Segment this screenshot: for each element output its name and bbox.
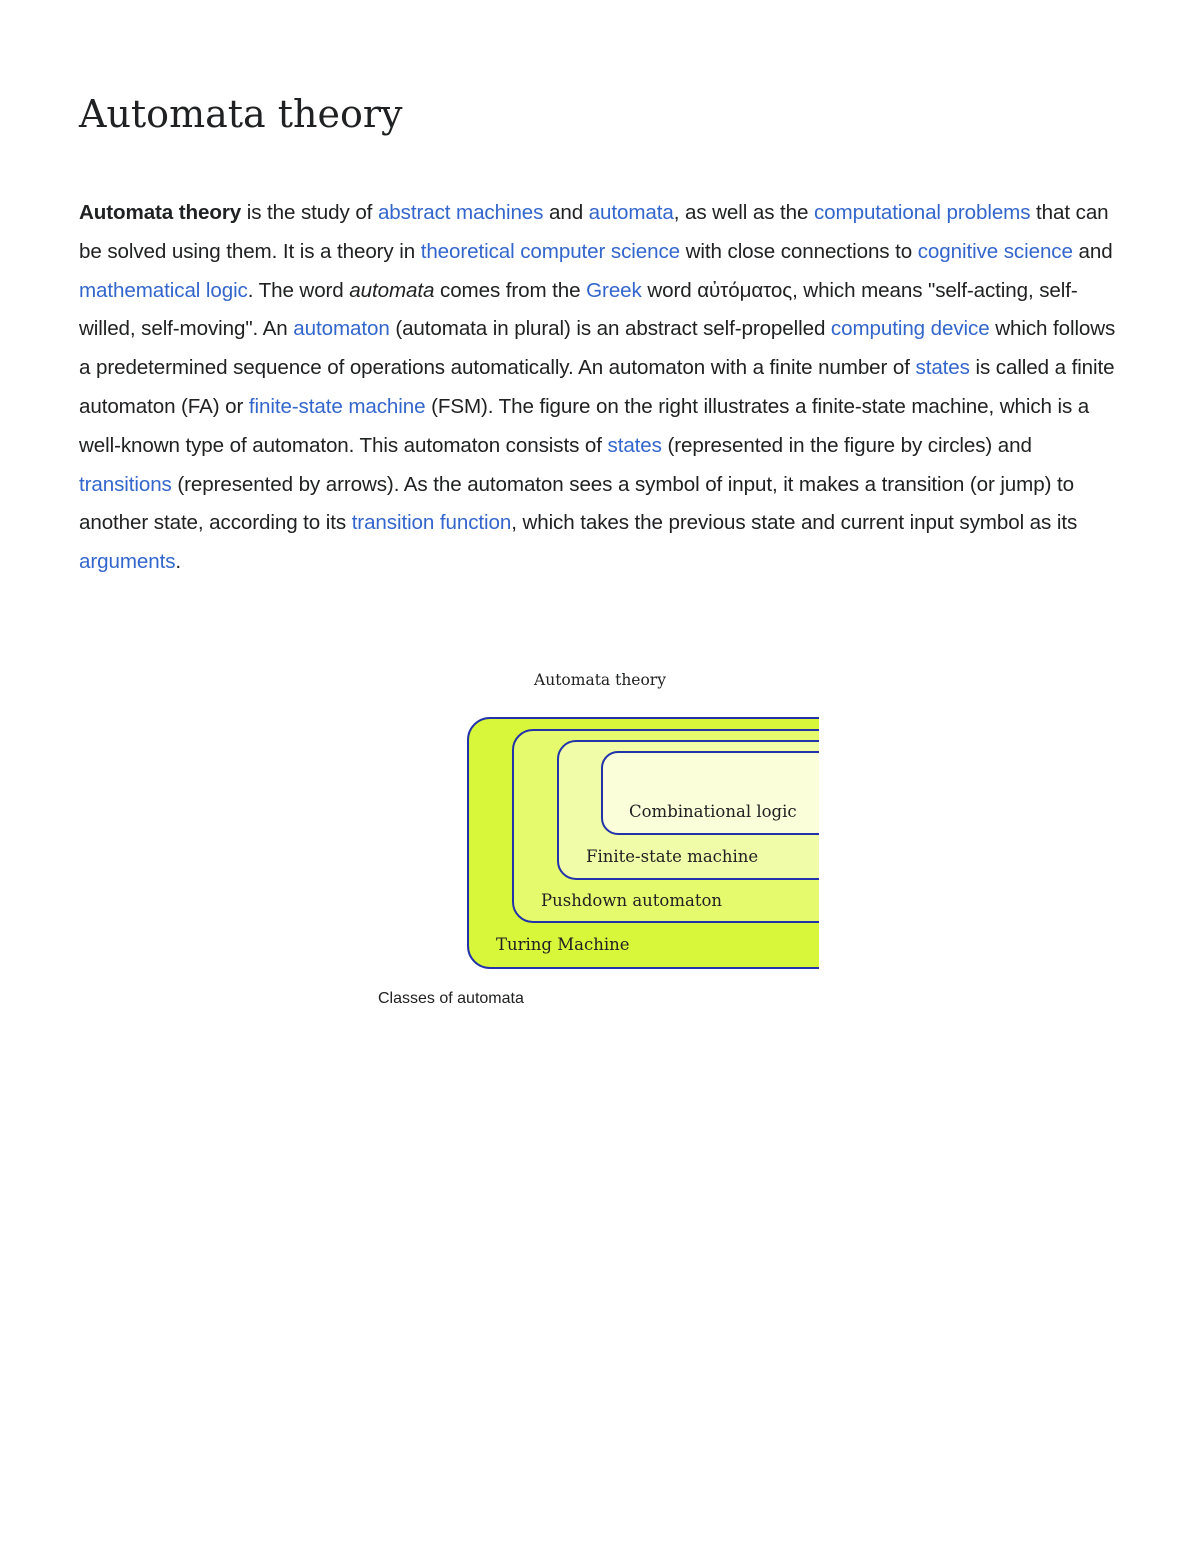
page-title: Automata theory	[79, 92, 403, 136]
turing-machine-label: Turing Machine	[496, 935, 630, 954]
figure-caption: Classes of automata	[378, 990, 524, 1007]
paragraph-text: .	[175, 550, 182, 574]
paragraph-text: with close connections to	[680, 239, 918, 263]
paragraph-text: is called a finite automaton (FA) or	[79, 356, 1115, 418]
italic-term: automata	[349, 278, 435, 302]
link-mathematical-logic[interactable]: mathematical logic	[79, 278, 248, 302]
automata-figure	[379, 660, 819, 1020]
link-transition-function[interactable]: transition function	[351, 511, 512, 535]
paragraph-text: and	[1072, 239, 1113, 263]
paragraph-text: comes from the	[434, 278, 587, 302]
bold-term: Automata theory	[79, 201, 242, 224]
link-theoretical-computer-science[interactable]: theoretical computer science	[420, 239, 681, 263]
link-arguments[interactable]: arguments	[79, 550, 176, 574]
link-abstract-machines[interactable]: abstract machines	[377, 201, 544, 224]
link-computational-problems[interactable]: computational problems	[813, 201, 1031, 224]
link-finite-state-machine[interactable]: finite-state machine	[248, 394, 426, 418]
automata-classes-diagram	[379, 660, 819, 980]
link-automaton[interactable]: automaton	[293, 317, 390, 341]
paragraph-text: . The word	[247, 278, 350, 302]
paragraph-text: that can be solved using them. It is a theory in	[79, 201, 1109, 263]
pushdown-automaton-label: Pushdown automaton	[541, 891, 723, 910]
link-greek[interactable]: Greek	[586, 278, 642, 302]
link-transitions[interactable]: transitions	[79, 472, 172, 496]
combinational-logic-region	[602, 752, 819, 834]
paragraph-text: (represented by arrows). As the automaton sees a symbol of input, it makes a transition (or jump) to another state, according to its	[79, 472, 1074, 535]
paragraph-text: , as well as the	[673, 201, 814, 224]
finite-state-machine-label: Finite-state machine	[586, 847, 759, 866]
combinational-logic-label: Combinational logic	[629, 802, 797, 821]
link-cognitive-science[interactable]: cognitive science	[917, 239, 1073, 263]
intro-paragraph	[79, 194, 1119, 582]
paragraph-text: and	[543, 201, 589, 224]
link-states[interactable]: states	[915, 356, 970, 380]
paragraph-text: is the study of	[241, 201, 378, 224]
paragraph-text: (automata in plural) is an abstract self-propelled	[389, 317, 831, 341]
paragraph-text: (FSM). The figure on the right illustrates a finite-state machine, which is a well-known type of automaton. This automaton consists of	[79, 394, 1090, 457]
paragraph-text: (represented in the figure by circles) and	[661, 433, 1032, 457]
paragraph-text: which follows a predetermined sequence of operations automatically. An automaton with a finite number of	[79, 317, 1116, 380]
link-computing-device[interactable]: computing device	[830, 317, 990, 341]
paragraph-text: , which takes the previous state and current input symbol as its	[511, 511, 1078, 535]
link-automata[interactable]: automata	[588, 201, 674, 224]
link-states[interactable]: states	[607, 433, 662, 457]
figure-title: Automata theory	[534, 671, 666, 689]
paragraph-text: word αὐτόματος, which means "self-acting, self-willed, self-moving". An	[79, 278, 1078, 341]
